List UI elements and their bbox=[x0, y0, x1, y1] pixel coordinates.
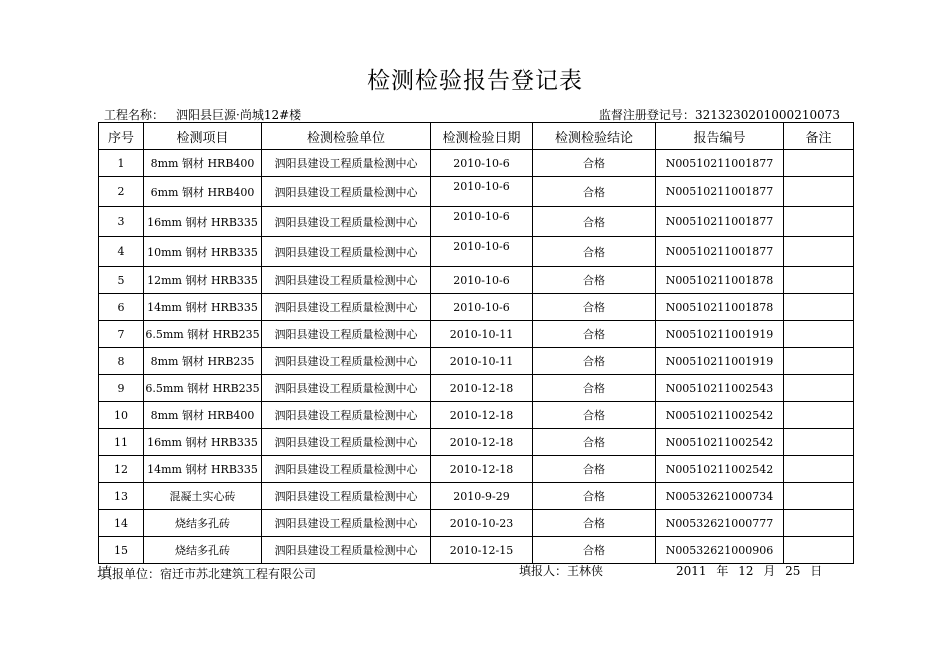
project-name-value: 泗阳县巨源·尚城12#楼 bbox=[176, 108, 302, 122]
cell-report-number: N00510211001878 bbox=[656, 267, 784, 294]
cell-test-date: 2010-10-6 bbox=[431, 237, 533, 267]
cell-conclusion: 合格 bbox=[533, 177, 656, 207]
cell-report-number: N00510211001877 bbox=[656, 207, 784, 237]
table-row bbox=[99, 177, 854, 207]
cell-test-item: 8mm 钢材 HRB400 bbox=[144, 150, 262, 177]
project-name bbox=[104, 106, 301, 123]
cell-test-item: 6.5mm 钢材 HRB235 bbox=[144, 321, 262, 348]
table-row bbox=[99, 267, 854, 294]
cell-report-number: N00532621000734 bbox=[656, 483, 784, 510]
cell-test-item: 16mm 钢材 HRB335 bbox=[144, 429, 262, 456]
cell-conclusion: 合格 bbox=[533, 483, 656, 510]
cell-remarks bbox=[784, 375, 854, 402]
header-index: 序号 bbox=[99, 123, 144, 150]
cell-conclusion: 合格 bbox=[533, 294, 656, 321]
cell-remarks bbox=[784, 348, 854, 375]
report-register-table bbox=[98, 122, 854, 564]
cell-test-unit: 泗阳县建设工程质量检测中心 bbox=[262, 375, 431, 402]
cell-conclusion: 合格 bbox=[533, 510, 656, 537]
cell-remarks bbox=[784, 537, 854, 564]
reporter-value: 王林侠 bbox=[567, 564, 604, 578]
cell-test-unit: 泗阳县建设工程质量检测中心 bbox=[262, 483, 431, 510]
cell-test-date: 2010-12-18 bbox=[431, 375, 533, 402]
cell-test-unit: 泗阳县建设工程质量检测中心 bbox=[262, 456, 431, 483]
reporter-label: 填报人： bbox=[519, 564, 568, 578]
table-row bbox=[99, 402, 854, 429]
cell-test-unit: 泗阳县建设工程质量检测中心 bbox=[262, 510, 431, 537]
table-row bbox=[99, 429, 854, 456]
cell-test-date: 2010-10-6 bbox=[431, 207, 533, 237]
reporting-unit-label-first: 填 bbox=[97, 564, 113, 582]
table-row bbox=[99, 150, 854, 177]
cell-remarks bbox=[784, 237, 854, 267]
report-day-unit: 日 bbox=[810, 564, 823, 578]
cell-test-date: 2010-9-29 bbox=[431, 483, 533, 510]
document-title: 检测检验报告登记表 bbox=[367, 68, 583, 94]
cell-report-number: N00510211002542 bbox=[656, 456, 784, 483]
cell-conclusion: 合格 bbox=[533, 207, 656, 237]
cell-report-number: N00510211001878 bbox=[656, 294, 784, 321]
cell-test-item: 6.5mm 钢材 HRB235 bbox=[144, 375, 262, 402]
cell-report-number: N00532621000906 bbox=[656, 537, 784, 564]
cell-test-unit: 泗阳县建设工程质量检测中心 bbox=[262, 267, 431, 294]
cell-index: 11 bbox=[99, 429, 144, 456]
header-report-number: 报告编号 bbox=[656, 123, 784, 150]
cell-index: 6 bbox=[99, 294, 144, 321]
cell-index: 4 bbox=[99, 237, 144, 267]
cell-test-item: 10mm 钢材 HRB335 bbox=[144, 237, 262, 267]
cell-report-number: N00510211001919 bbox=[656, 348, 784, 375]
cell-conclusion: 合格 bbox=[533, 537, 656, 564]
cell-conclusion: 合格 bbox=[533, 237, 656, 267]
cell-test-unit: 泗阳县建设工程质量检测中心 bbox=[262, 321, 431, 348]
cell-test-date: 2010-10-6 bbox=[431, 150, 533, 177]
reporting-unit-label: 报单位： bbox=[112, 567, 161, 581]
header-remarks: 备注 bbox=[784, 123, 854, 150]
cell-conclusion: 合格 bbox=[533, 456, 656, 483]
table-header-row bbox=[99, 123, 854, 150]
cell-test-unit: 泗阳县建设工程质量检测中心 bbox=[262, 402, 431, 429]
cell-test-unit: 泗阳县建设工程质量检测中心 bbox=[262, 237, 431, 267]
cell-index: 9 bbox=[99, 375, 144, 402]
cell-remarks bbox=[784, 207, 854, 237]
registration-number-value: 3213230201000210073 bbox=[694, 108, 840, 122]
cell-test-unit: 泗阳县建设工程质量检测中心 bbox=[262, 294, 431, 321]
cell-test-item: 14mm 钢材 HRB335 bbox=[144, 294, 262, 321]
cell-index: 14 bbox=[99, 510, 144, 537]
cell-test-unit: 泗阳县建设工程质量检测中心 bbox=[262, 207, 431, 237]
cell-test-date: 2010-12-18 bbox=[431, 456, 533, 483]
cell-remarks bbox=[784, 177, 854, 207]
cell-test-unit: 泗阳县建设工程质量检测中心 bbox=[262, 537, 431, 564]
cell-report-number: N00510211001919 bbox=[656, 321, 784, 348]
cell-report-number: N00510211001877 bbox=[656, 177, 784, 207]
cell-test-item: 6mm 钢材 HRB400 bbox=[144, 177, 262, 207]
cell-test-date: 2010-10-23 bbox=[431, 510, 533, 537]
cell-test-item: 烧结多孔砖 bbox=[144, 510, 262, 537]
cell-report-number: N00532621000777 bbox=[656, 510, 784, 537]
cell-test-date: 2010-12-15 bbox=[431, 537, 533, 564]
header-test-unit: 检测检验单位 bbox=[262, 123, 431, 150]
cell-test-item: 烧结多孔砖 bbox=[144, 537, 262, 564]
cell-index: 1 bbox=[99, 150, 144, 177]
cell-test-date: 2010-10-11 bbox=[431, 348, 533, 375]
cell-conclusion: 合格 bbox=[533, 321, 656, 348]
table-row bbox=[99, 483, 854, 510]
cell-index: 12 bbox=[99, 456, 144, 483]
cell-conclusion: 合格 bbox=[533, 402, 656, 429]
report-day: 25 bbox=[785, 564, 801, 578]
cell-report-number: N00510211001877 bbox=[656, 150, 784, 177]
project-name-label: 工程名称： bbox=[104, 108, 165, 122]
cell-report-number: N00510211002543 bbox=[656, 375, 784, 402]
cell-remarks bbox=[784, 456, 854, 483]
cell-report-number: N00510211002542 bbox=[656, 402, 784, 429]
cell-index: 15 bbox=[99, 537, 144, 564]
header-test-date: 检测检验日期 bbox=[431, 123, 533, 150]
cell-test-item: 12mm 钢材 HRB335 bbox=[144, 267, 262, 294]
cell-test-date: 2010-10-6 bbox=[431, 294, 533, 321]
cell-remarks bbox=[784, 267, 854, 294]
cell-index: 2 bbox=[99, 177, 144, 207]
cell-test-date: 2010-10-6 bbox=[431, 177, 533, 207]
cell-remarks bbox=[784, 429, 854, 456]
table-row bbox=[99, 207, 854, 237]
cell-conclusion: 合格 bbox=[533, 267, 656, 294]
cell-remarks bbox=[784, 321, 854, 348]
cell-test-unit: 泗阳县建设工程质量检测中心 bbox=[262, 429, 431, 456]
cell-index: 10 bbox=[99, 402, 144, 429]
cell-test-item: 8mm 钢材 HRB235 bbox=[144, 348, 262, 375]
cell-test-unit: 泗阳县建设工程质量检测中心 bbox=[262, 348, 431, 375]
table-row bbox=[99, 510, 854, 537]
registration-number bbox=[599, 106, 840, 123]
report-year: 2011 bbox=[676, 564, 707, 578]
cell-test-unit: 泗阳县建设工程质量检测中心 bbox=[262, 150, 431, 177]
cell-conclusion: 合格 bbox=[533, 375, 656, 402]
table-row bbox=[99, 348, 854, 375]
cell-remarks bbox=[784, 402, 854, 429]
cell-test-date: 2010-10-11 bbox=[431, 321, 533, 348]
table-row bbox=[99, 321, 854, 348]
cell-conclusion: 合格 bbox=[533, 348, 656, 375]
table-row bbox=[99, 456, 854, 483]
reporting-unit bbox=[97, 562, 316, 583]
table-row bbox=[99, 375, 854, 402]
cell-remarks bbox=[784, 510, 854, 537]
cell-test-date: 2010-10-6 bbox=[431, 267, 533, 294]
report-month: 12 bbox=[738, 564, 754, 578]
cell-report-number: N00510211002542 bbox=[656, 429, 784, 456]
reporter bbox=[519, 562, 603, 579]
cell-index: 7 bbox=[99, 321, 144, 348]
cell-test-unit: 泗阳县建设工程质量检测中心 bbox=[262, 177, 431, 207]
cell-conclusion: 合格 bbox=[533, 429, 656, 456]
cell-remarks bbox=[784, 483, 854, 510]
report-year-unit: 年 bbox=[716, 564, 729, 578]
cell-test-item: 混凝土实心砖 bbox=[144, 483, 262, 510]
report-date bbox=[676, 562, 828, 579]
report-month-unit: 月 bbox=[763, 564, 776, 578]
cell-test-item: 16mm 钢材 HRB335 bbox=[144, 207, 262, 237]
table-row bbox=[99, 294, 854, 321]
cell-test-date: 2010-12-18 bbox=[431, 402, 533, 429]
cell-remarks bbox=[784, 294, 854, 321]
cell-test-item: 8mm 钢材 HRB400 bbox=[144, 402, 262, 429]
cell-index: 8 bbox=[99, 348, 144, 375]
cell-index: 3 bbox=[99, 207, 144, 237]
header-test-conclusion: 检测检验结论 bbox=[533, 123, 656, 150]
cell-report-number: N00510211001877 bbox=[656, 237, 784, 267]
cell-test-item: 14mm 钢材 HRB335 bbox=[144, 456, 262, 483]
cell-index: 5 bbox=[99, 267, 144, 294]
cell-test-date: 2010-12-18 bbox=[431, 429, 533, 456]
table-row bbox=[99, 237, 854, 267]
header-test-item: 检测项目 bbox=[144, 123, 262, 150]
cell-conclusion: 合格 bbox=[533, 150, 656, 177]
cell-remarks bbox=[784, 150, 854, 177]
reporting-unit-value: 宿迁市苏北建筑工程有限公司 bbox=[160, 567, 317, 581]
table-row bbox=[99, 537, 854, 564]
registration-number-label: 监督注册登记号： bbox=[598, 108, 695, 122]
cell-index: 13 bbox=[99, 483, 144, 510]
